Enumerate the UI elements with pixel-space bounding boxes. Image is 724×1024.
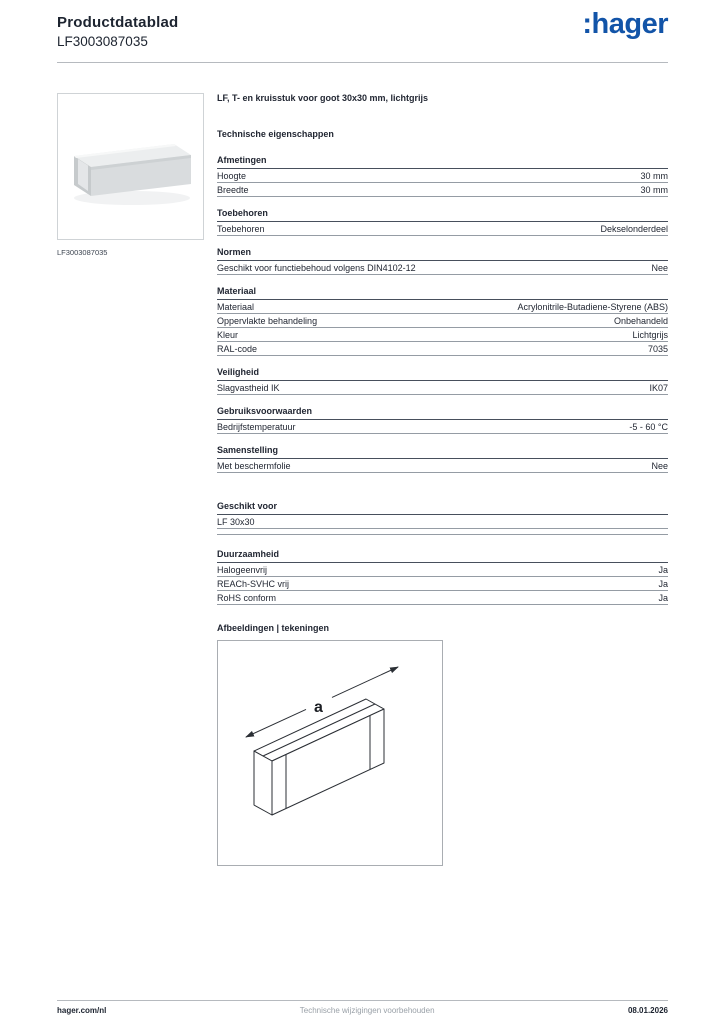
footer [57,1000,668,1015]
spec-value: Nee [651,461,668,471]
spec-label: Kleur [217,330,239,340]
spec-row [217,381,668,395]
drawings-heading: Afbeeldingen | tekeningen [217,623,330,633]
spec-label: Breedte [217,185,249,195]
spec-value: -5 - 60 °C [629,422,668,432]
spec-section [217,286,668,356]
technical-drawing [218,641,442,865]
spec-section [217,549,668,605]
spec-label: Geschikt voor functiebehoud volgens DIN4102-12 [217,263,416,273]
spec-groups [217,155,668,605]
spec-label: RoHS conform [217,593,277,603]
spec-section-title: Toebehoren [217,208,668,222]
spec-value: IK07 [649,383,668,393]
spec-section-title: Veiligheid [217,367,668,381]
product-image-box [57,93,204,240]
spec-value: 30 mm [640,185,668,195]
spec-row [217,314,668,328]
spec-label: Oppervlakte behandeling [217,316,318,326]
product-title: LF, T- en kruisstuk voor goot 30x30 mm, lichtgrijs [217,93,429,103]
spec-row [217,577,668,591]
spec-group [217,155,668,473]
spec-label: REACh-SVHC vrij [217,579,290,589]
header-product-code: LF3003087035 [57,34,148,49]
spec-label: Materiaal [217,302,255,312]
doc-type-title: Productdatablad [57,14,179,31]
footer-website-link[interactable]: hager.com/nl [57,1006,107,1015]
spec-value: Acrylonitrile-Butadiene-Styrene (ABS) [517,302,668,312]
spec-row [217,261,668,275]
spec-label: RAL-code [217,344,258,354]
spec-label: Bedrijfstemperatuur [217,422,296,432]
tech-specs-heading: Technische eigenschappen [217,129,334,139]
spec-label: Toebehoren [217,224,265,234]
spec-section-title: Materiaal [217,286,668,300]
spec-row [217,342,668,356]
spec-label: Halogeenvrij [217,565,268,575]
spec-value: Ja [658,593,668,603]
spec-label: Slagvastheid IK [217,383,280,393]
dimension-label: a [314,699,323,716]
spec-section-title: Geschikt voor [217,501,668,515]
spec-value: Lichtgrijs [632,330,668,340]
spec-section [217,155,668,197]
spec-group [217,501,668,535]
spec-section [217,367,668,395]
spec-section-title: Gebruiksvoorwaarden [217,406,668,420]
spec-value: 30 mm [640,171,668,181]
spec-value: Ja [658,565,668,575]
hager-logo: :hager [582,8,668,40]
header-divider [57,62,668,63]
spec-section-title: Afmetingen [217,155,668,169]
spec-section [217,406,668,434]
spec-row [217,515,668,529]
spec-value [658,517,668,528]
spec-section [217,501,668,535]
spec-row [217,183,668,197]
spec-row [217,563,668,577]
spec-row [217,222,668,236]
spec-section [217,247,668,275]
spec-label: LF 30x30 [217,517,255,527]
spec-row [217,169,668,183]
header [57,14,178,49]
spec-section-title: Samenstelling [217,445,668,459]
spec-section-title: Normen [217,247,668,261]
spec-row [217,459,668,473]
spec-value: Dekselonderdeel [600,224,668,234]
spec-value: 7035 [647,344,668,354]
image-caption: LF3003087035 [57,248,108,257]
left-column [57,93,204,257]
spec-group [217,549,668,605]
spec-section-title: Duurzaamheid [217,549,668,563]
spec-label: Hoogte [217,171,247,181]
spec-value: Onbehandeld [613,316,668,326]
spec-section [217,445,668,473]
spec-empty-row [217,529,668,535]
spec-row [217,420,668,434]
spec-section [217,208,668,236]
footer-date: 08.01.2026 [627,1006,668,1015]
technical-drawing-box [217,640,443,866]
spec-value: Ja [658,579,668,589]
spec-value: Nee [651,263,668,273]
spec-row [217,591,668,605]
product-image [58,94,203,239]
content-column [217,93,668,866]
footer-disclaimer: Technische wijzigingen voorbehouden [299,1006,435,1015]
spec-label: Met beschermfolie [217,461,291,471]
spec-row [217,300,668,314]
spec-row [217,328,668,342]
